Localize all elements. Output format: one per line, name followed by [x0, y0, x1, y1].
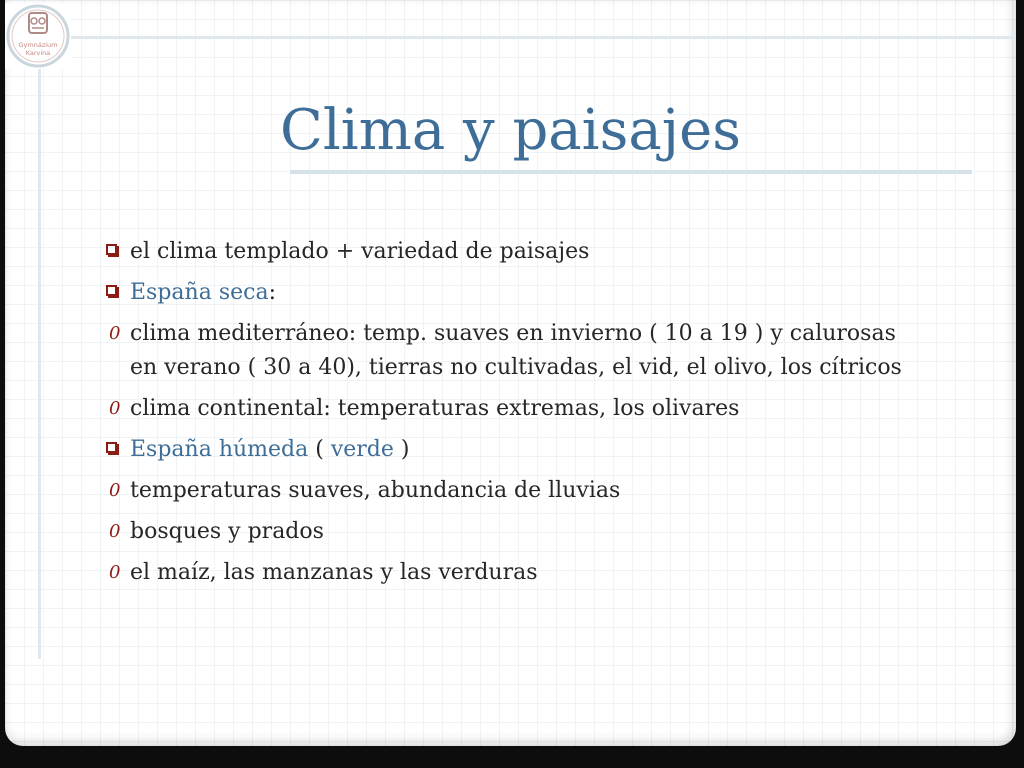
paren-close: )	[393, 437, 410, 462]
list-item	[105, 474, 905, 508]
zero-bullet-icon: 0	[109, 323, 121, 344]
title-underline	[290, 170, 972, 174]
logo-text-line2: Karvina	[25, 49, 51, 57]
slide-title: Clima y paisajes	[280, 98, 741, 163]
zero-bullet-icon: 0	[109, 480, 121, 501]
zero-bullet-icon: 0	[109, 398, 121, 419]
paren-open: (	[308, 437, 331, 462]
bullet-text: el maíz, las manzanas y las verduras	[130, 560, 538, 585]
zero-bullet-icon: 0	[109, 562, 121, 583]
square-bullet-icon	[106, 442, 117, 453]
section-heading-espana-humeda: España húmeda	[130, 437, 309, 462]
school-logo	[5, 3, 71, 69]
list-item	[105, 556, 905, 590]
list-item	[105, 235, 905, 269]
logo-text-line1: Gymnázium	[18, 41, 58, 49]
list-item	[105, 515, 905, 549]
bullet-text: bosques y prados	[130, 519, 324, 544]
bullet-text: el clima templado + variedad de paisajes	[130, 239, 590, 264]
bullet-text: clima continental: temperaturas extremas, los olivares	[130, 396, 740, 421]
list-item	[105, 433, 905, 467]
school-logo-icon	[5, 3, 71, 69]
bullet-text: temperaturas suaves, abundancia de lluvias	[130, 478, 621, 503]
section-heading-verde: verde	[330, 437, 394, 462]
zero-bullet-icon: 0	[109, 521, 121, 542]
square-bullet-icon	[106, 285, 117, 296]
list-item	[105, 317, 905, 385]
bullet-text: clima mediterráneo: temp. suaves en invierno ( 10 a 19 ) y calurosas en verano ( 30 a 40), tierras no cultivadas, el vid, el olivo, los cítricos	[130, 321, 902, 380]
square-bullet-icon	[106, 244, 117, 255]
bullet-list	[105, 235, 905, 597]
frame-top-line	[71, 36, 1016, 39]
section-heading-espana-seca: España seca	[130, 280, 269, 305]
slide	[5, 0, 1016, 746]
list-item	[105, 392, 905, 426]
list-item	[105, 276, 905, 310]
heading-suffix: :	[268, 280, 276, 305]
